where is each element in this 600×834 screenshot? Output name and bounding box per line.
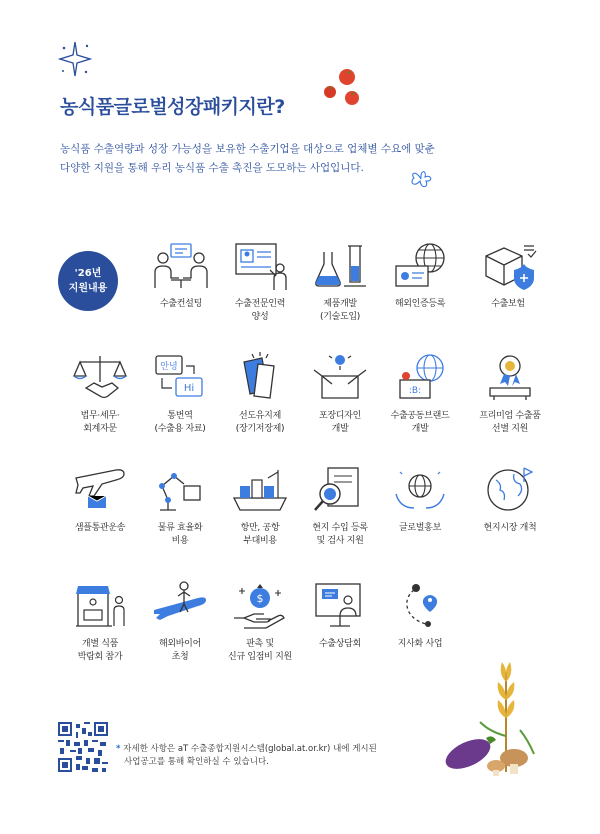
service-certification: [378, 240, 462, 311]
presentation-meeting-icon: [310, 580, 370, 632]
item-label: 신규 입점비 지원: [228, 652, 292, 662]
item-label: 및 검사 지원: [316, 536, 364, 546]
insurance-box-icon: [478, 240, 538, 292]
footer-line-2: 사업공고를 통해 확인하실 수 있습니다.: [124, 757, 269, 767]
item-label: (수출용 자료): [154, 424, 206, 434]
global-hands-icon: [390, 464, 450, 516]
route-map-icon: [390, 580, 450, 632]
item-label: 통번역: [167, 411, 193, 421]
support-badge: [58, 251, 118, 311]
item-label: 해외바이어: [159, 639, 201, 649]
item-label: 선별 지원: [491, 424, 529, 434]
service-promotion: [218, 580, 302, 664]
package-box-icon: [310, 352, 370, 404]
vegetables-illustration: [440, 652, 550, 777]
airplane-box-icon: [70, 464, 130, 516]
item-label: 박람회 참가: [77, 652, 123, 662]
item-label: 수출공동브랜드: [390, 411, 450, 421]
item-label: 양성: [251, 312, 269, 322]
service-import-registration: [298, 464, 382, 548]
service-translation: [138, 352, 222, 436]
service-insurance: [466, 240, 550, 311]
item-label: 수출전문인력: [234, 299, 286, 309]
translation-icon: [150, 352, 210, 404]
item-label: 회계자문: [83, 424, 117, 434]
item-label: 포장디자인: [319, 411, 361, 421]
footer-line: [116, 743, 377, 756]
item-label: 해외인증등록: [394, 299, 446, 309]
lab-flask-icon: [310, 240, 370, 292]
page-title: 농식품글로벌성장패키지란?: [60, 96, 285, 118]
item-label: 글로벌홍보: [399, 523, 441, 533]
item-label: 지사화 사업: [397, 639, 443, 649]
service-training: [218, 240, 302, 324]
service-food-expo: [58, 580, 142, 664]
item-label: (장기저장제): [235, 424, 285, 434]
item-label: 수출보험: [491, 299, 525, 309]
service-preservative: [218, 352, 302, 436]
svg-text:안녕: 안녕: [160, 362, 178, 372]
item-label: 법무·세무·: [80, 411, 120, 421]
item-label: 수출상담회: [319, 639, 361, 649]
service-joint-brand: [378, 352, 462, 436]
consulting-icon: [151, 240, 211, 292]
item-label: 선도유지제: [239, 411, 281, 421]
item-label: 수출컨설팅: [160, 299, 202, 309]
buyer-plane-icon: [150, 580, 210, 632]
service-logistics: [138, 464, 222, 548]
badge-text: 지원내용: [68, 283, 108, 294]
item-label: 항만, 공항: [240, 523, 280, 533]
description-line: 농식품 수출역량과 성장 가능성을 보유한 수출기업을 대상으로 업체별 수요에 맞춘: [60, 143, 435, 155]
service-product-dev: [298, 240, 382, 324]
certificate-globe-icon: [390, 240, 450, 292]
money-hand-icon: [230, 580, 290, 632]
tomato-icon: [316, 64, 366, 109]
qr-code[interactable]: [58, 722, 108, 772]
market-globe-icon: [480, 464, 540, 516]
item-label: 개발: [411, 424, 429, 434]
premium-award-icon: [480, 352, 540, 404]
item-label: 샘플통관운송: [74, 523, 126, 533]
service-export-meeting: [298, 580, 382, 651]
training-board-icon: [230, 240, 290, 292]
cargo-ship-icon: [230, 464, 290, 516]
svg-text:$: $: [256, 592, 264, 605]
service-sample-shipping: [58, 464, 142, 535]
sparkle-icon: [58, 40, 92, 78]
inspection-magnifier-icon: [310, 464, 370, 516]
footer-text: 자세한 사항은 aT 수출종합지원시스템(global.at.or.kr) 내에 게시된: [123, 744, 377, 754]
service-buyer-invite: [138, 580, 222, 664]
service-packaging: [298, 352, 382, 436]
service-port-airport: [218, 464, 302, 548]
item-label: 비용: [171, 536, 189, 546]
footer-note: [116, 743, 377, 769]
service-branch: [378, 580, 462, 651]
item-label: 제품개발: [323, 299, 357, 309]
preservative-pack-icon: [230, 352, 290, 404]
footer-star: *: [116, 744, 121, 754]
item-label: (기술도입): [320, 312, 360, 322]
service-premium: [468, 352, 552, 436]
scale-handshake-icon: [70, 352, 130, 404]
description-line: 다양한 지원을 통해 우리 농식품 수출 촉진을 도모하는 사업입니다.: [60, 162, 364, 174]
item-label: 현지 수입 등록: [312, 523, 368, 533]
robot-arm-icon: [150, 464, 210, 516]
svg-text::B:: :B:: [408, 386, 422, 396]
item-label: 초청: [171, 652, 189, 662]
service-market-dev: [468, 464, 552, 535]
service-legal: [58, 352, 142, 436]
item-label: 현지시장 개척: [483, 523, 537, 533]
svg-text:Hi: Hi: [183, 383, 195, 394]
item-label: 개발: [331, 424, 349, 434]
brand-globe-icon: [390, 352, 450, 404]
flower-icon: [408, 168, 434, 190]
badge-year: '26년: [74, 268, 102, 279]
item-label: 프리미엄 수출품: [479, 411, 541, 421]
page-description: [60, 140, 530, 178]
item-label: 개별 식품: [81, 639, 119, 649]
service-consulting: [139, 240, 223, 311]
expo-booth-icon: [70, 580, 130, 632]
service-global-promo: [378, 464, 462, 535]
item-label: 부대비용: [243, 536, 277, 546]
item-label: 판촉 및: [246, 639, 274, 649]
item-label: 물류 효율화: [157, 523, 203, 533]
